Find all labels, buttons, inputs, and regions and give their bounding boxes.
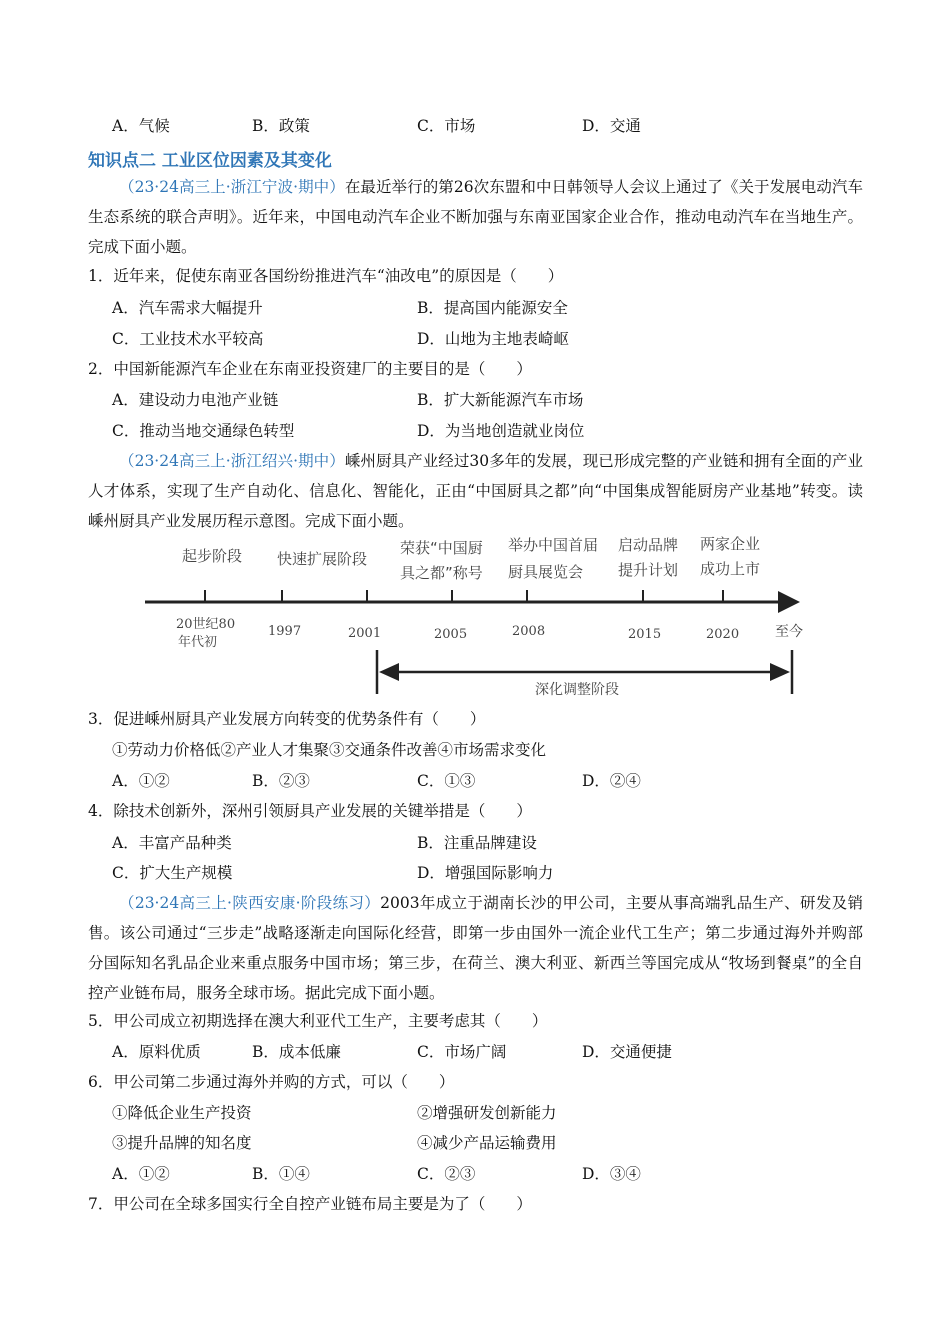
passage-1 bbox=[88, 172, 863, 262]
year-label: 2020 bbox=[706, 627, 740, 642]
question-6-stem: 6．甲公司第二步通过海外并购的方式，可以（ ） bbox=[88, 1073, 455, 1091]
option-b: B．政策 bbox=[252, 117, 310, 135]
option-b: B．注重品牌建设 bbox=[417, 834, 537, 852]
option-c: C．①③ bbox=[417, 772, 476, 790]
question-2-stem: 2．中国新能源汽车企业在东南亚投资建厂的主要目的是（ ） bbox=[88, 360, 532, 378]
passage-text: 2003年成立于湖南长沙的甲公司，主要从事高端乳品生产、研发及销售。该公司通过“三步走”战略逐渐走向国际化经营，即第一步由国外一流企业代工生产；第二步通过海外并购部分国际知名乳品企业来重点服务中国市场；第三步，在荷兰、澳大利亚、新西兰等国完成从“牧场到餐桌”的全自控产业链布局，服务全球市场。据此完成下面小题。 bbox=[88, 894, 863, 1002]
option-a: A．原料优质 bbox=[112, 1043, 201, 1061]
event-2005-line2: 具之都”称号 bbox=[400, 564, 483, 582]
year-label: 2015 bbox=[628, 627, 662, 642]
option-a: A．丰富产品种类 bbox=[112, 834, 232, 852]
option-a: A．气候 bbox=[112, 117, 170, 135]
option-d: D．③④ bbox=[582, 1165, 641, 1183]
passage-source: （23·24高三上·浙江绍兴·期中） bbox=[119, 452, 345, 470]
range-arrow-right bbox=[770, 663, 790, 681]
event-2015-line1: 启动品牌 bbox=[618, 536, 679, 554]
passage-2 bbox=[88, 446, 863, 536]
option-c: C．市场 bbox=[417, 117, 476, 135]
timeline-arrowhead bbox=[778, 591, 800, 613]
question-1-stem: 1．近年来，促使东南亚各国纷纷推进汽车“油改电”的原因是（ ） bbox=[88, 267, 564, 285]
question-7-stem: 7．甲公司在全球多国实行全自控产业链布局主要是为了（ ） bbox=[88, 1195, 532, 1213]
option-a: A．①② bbox=[112, 1165, 170, 1183]
option-d: D．②④ bbox=[582, 772, 641, 790]
option-c: C．工业技术水平较高 bbox=[112, 330, 264, 348]
stage-start-label: 起步阶段 bbox=[182, 547, 243, 565]
option-b: B．①④ bbox=[252, 1165, 310, 1183]
year-start-line1: 20世纪80 bbox=[176, 617, 236, 632]
statement-2: ②增强研发创新能力 bbox=[417, 1104, 557, 1122]
passage-3 bbox=[88, 888, 863, 1008]
question-5-stem: 5．甲公司成立初期选择在澳大利亚代工生产，主要考虑其（ ） bbox=[88, 1012, 548, 1030]
event-2020-line1: 两家企业 bbox=[700, 535, 761, 553]
option-d: D．为当地创造就业岗位 bbox=[417, 422, 585, 440]
event-2005-line1: 荣获“中国厨 bbox=[400, 539, 483, 557]
year-label: 2008 bbox=[512, 624, 546, 639]
option-d: D．交通便捷 bbox=[582, 1043, 672, 1061]
option-a: A．建设动力电池产业链 bbox=[112, 391, 279, 409]
option-c: C．②③ bbox=[417, 1165, 476, 1183]
question-3-statements: ①劳动力价格低②产业人才集聚③交通条件改善④市场需求变化 bbox=[112, 741, 547, 759]
event-2008-line1: 举办中国首届 bbox=[508, 536, 599, 554]
range-arrow-left bbox=[379, 663, 399, 681]
section-heading: 知识点二 工业区位因素及其变化 bbox=[88, 151, 332, 171]
year-label: 2001 bbox=[348, 626, 382, 641]
option-d: D．山地为主地表崎岖 bbox=[417, 330, 569, 348]
question-3-stem: 3．促进嵊州厨具产业发展方向转变的优势条件有（ ） bbox=[88, 710, 486, 728]
option-b: B．②③ bbox=[252, 772, 310, 790]
deepen-stage-label: 深化调整阶段 bbox=[535, 682, 619, 698]
option-c: C．市场广阔 bbox=[417, 1043, 507, 1061]
passage-text: 嵊州厨具产业经过30多年的发展，现已形成完整的产业链和拥有全面的产业人才体系，实现了生产自动化、信息化、智能化，正由“中国厨具之都”向“中国集成智能厨房产业基地”转变。读嵊州厨具产业发展历程示意图。完成下面小题。 bbox=[88, 452, 863, 530]
option-d: D．增强国际影响力 bbox=[417, 864, 554, 882]
option-b: B．提高国内能源安全 bbox=[417, 299, 568, 317]
passage-text: 在最近举行的第26次东盟和中日韩领导人会议上通过了《关于发展电动汽车生态系统的联合声明》。近年来，中国电动汽车企业不断加强与东南亚国家企业合作，推动电动汽车在当地生产。完成下面小题。 bbox=[88, 178, 863, 256]
year-label: 2005 bbox=[434, 627, 468, 642]
question-4-stem: 4．除技术创新外，深州引领厨具产业发展的关键举措是（ ） bbox=[88, 802, 532, 820]
stage-expand-label: 快速扩展阶段 bbox=[277, 550, 368, 568]
timeline-diagram bbox=[0, 528, 950, 700]
year-start-line2: 年代初 bbox=[178, 635, 218, 650]
option-b: B．成本低廉 bbox=[252, 1043, 341, 1061]
option-c: C．扩大生产规模 bbox=[112, 864, 233, 882]
option-a: A．①② bbox=[112, 772, 170, 790]
event-2008-line2: 厨具展览会 bbox=[508, 563, 584, 581]
option-a: A．汽车需求大幅提升 bbox=[112, 299, 263, 317]
passage-source: （23·24高三上·陕西安康·阶段练习） bbox=[119, 894, 381, 912]
option-d: D．交通 bbox=[582, 117, 641, 135]
statement-3: ③提升品牌的知名度 bbox=[112, 1134, 252, 1152]
option-b: B．扩大新能源汽车市场 bbox=[417, 391, 584, 409]
option-c: C．推动当地交通绿色转型 bbox=[112, 422, 295, 440]
year-label: 1997 bbox=[268, 624, 302, 639]
event-2020-line2: 成功上市 bbox=[700, 560, 761, 578]
passage-source: （23·24高三上·浙江宁波·期中） bbox=[119, 178, 345, 196]
event-2015-line2: 提升计划 bbox=[618, 561, 679, 579]
statement-1: ①降低企业生产投资 bbox=[112, 1104, 252, 1122]
statement-4: ④减少产品运输费用 bbox=[417, 1134, 557, 1152]
year-label-now: 至今 bbox=[775, 624, 803, 640]
